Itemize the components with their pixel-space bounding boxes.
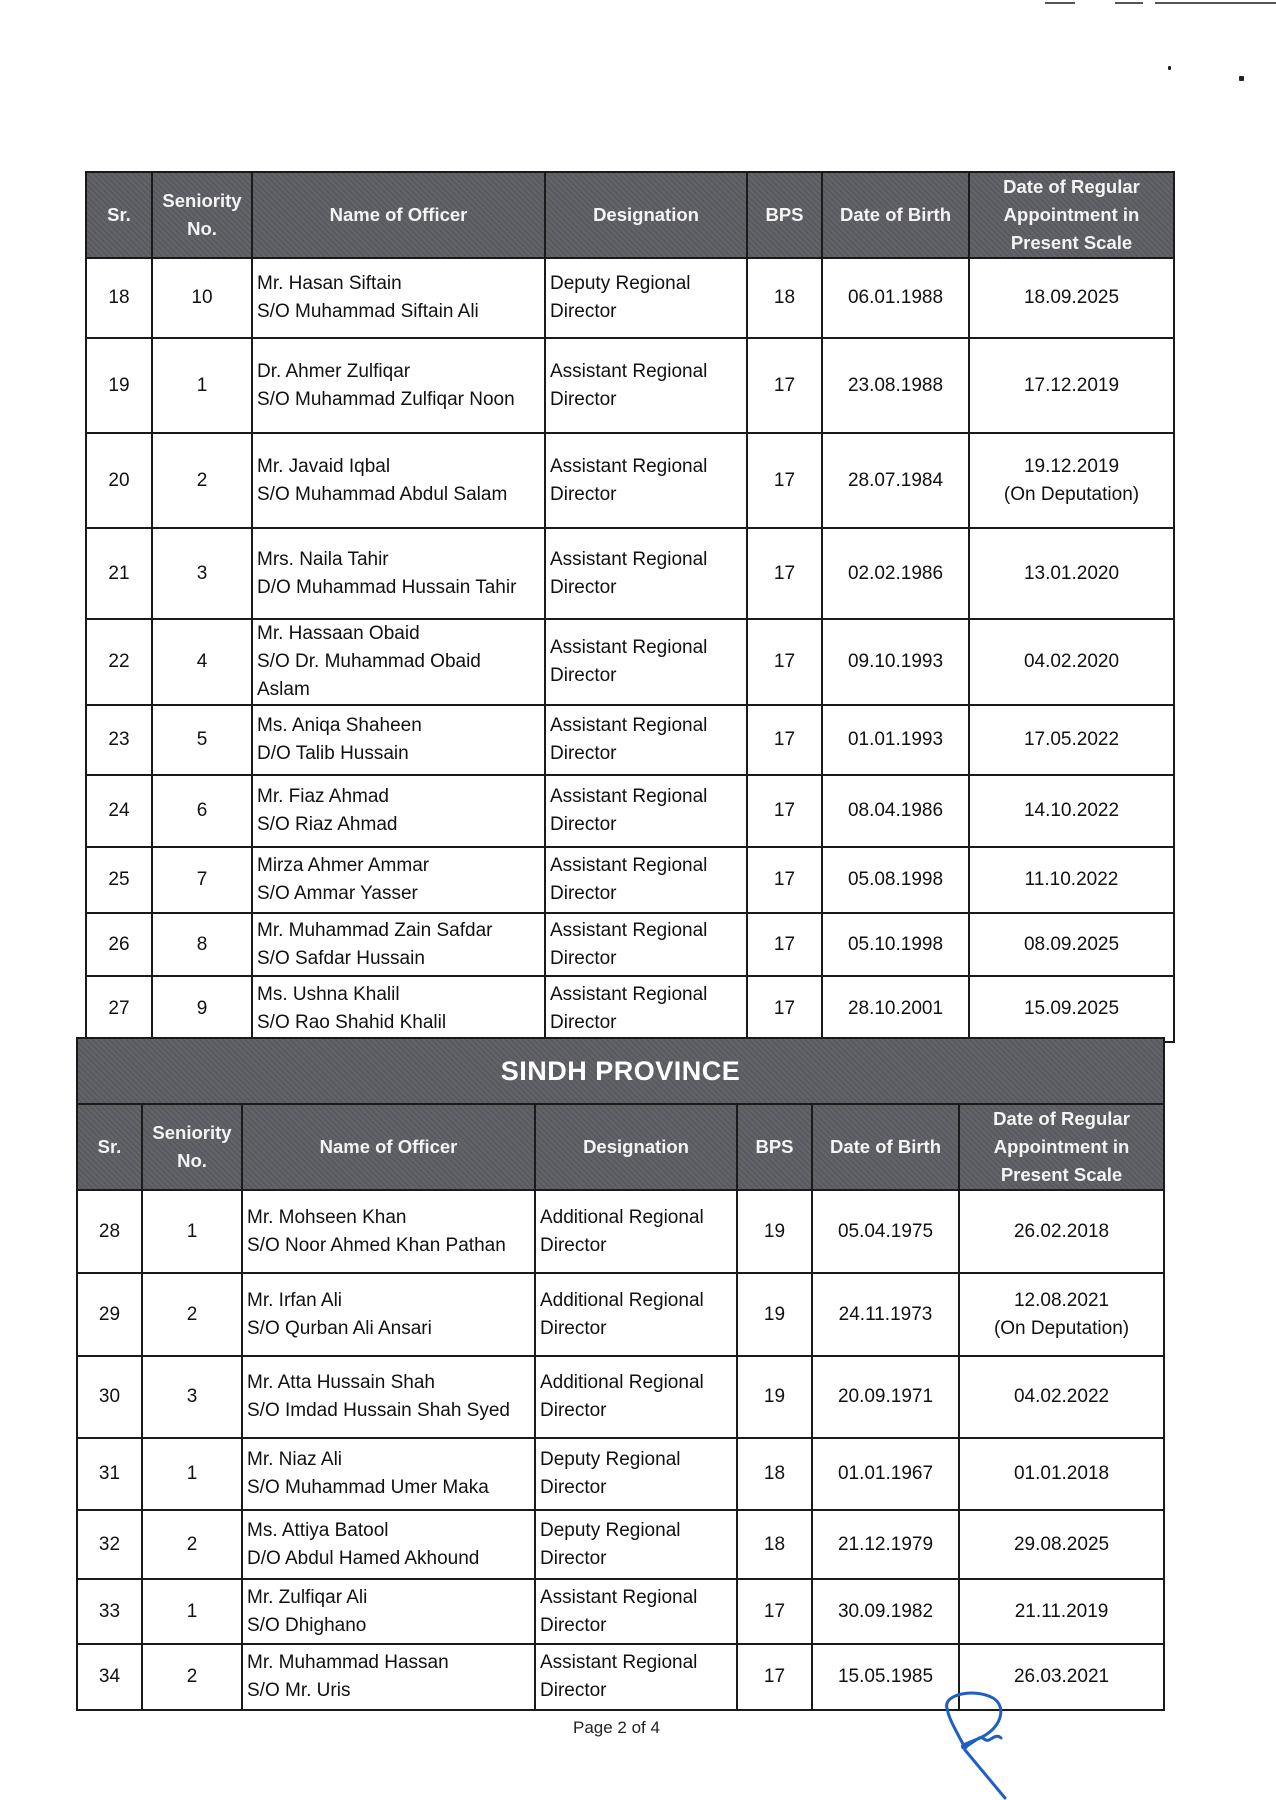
- cell-bps: 17: [747, 913, 822, 976]
- scan-edge-mark: [1115, 2, 1143, 4]
- cell-officer-name-line: Dr. Ahmer Zulfiqar: [257, 360, 411, 382]
- cell-seniority: 8: [152, 913, 252, 976]
- cell-officer-name: [242, 1579, 535, 1644]
- cell-bps: 19: [737, 1356, 812, 1438]
- cell-officer-name: [252, 433, 545, 528]
- table-row: [77, 1273, 1164, 1356]
- cell-designation: [545, 433, 747, 528]
- cell-officer-name-line: S/O Muhammad Umer Maka: [247, 1477, 489, 1498]
- cell-designation-line: Additional Regional: [540, 1372, 704, 1393]
- section-banner: [77, 1038, 1164, 1104]
- cell-designation-line: Director: [540, 1234, 607, 1256]
- cell-bps: 19: [737, 1190, 812, 1273]
- cell-designation-line: Director: [550, 576, 617, 598]
- cell-sr: 29: [77, 1273, 142, 1356]
- cell-officer-name-line: S/O Mr. Uris: [247, 1680, 351, 1701]
- cell-appointment-date-line: 13.01.2020: [1023, 562, 1120, 584]
- cell-appointment-date: [969, 338, 1174, 433]
- cell-date-of-birth: 20.09.1971: [812, 1356, 959, 1438]
- cell-designation-line: Director: [550, 814, 617, 835]
- cell-sr: 28: [77, 1190, 142, 1273]
- col-header-designation: Designation: [535, 1104, 737, 1190]
- table-body: [86, 258, 1174, 1042]
- cell-sr: 26: [86, 913, 152, 976]
- table-body: [77, 1190, 1164, 1710]
- cell-appointment-date: [969, 976, 1174, 1042]
- cell-officer-name-line: Mr. Hasan Siftain: [257, 273, 402, 294]
- cell-date-of-birth: 08.04.1986: [822, 775, 969, 847]
- cell-officer-name: [242, 1644, 535, 1710]
- cell-designation: [535, 1510, 737, 1579]
- cell-officer-name-line: Ms. Ushna Khalil: [257, 984, 400, 1005]
- cell-designation-line: Assistant Regional: [550, 715, 708, 736]
- cell-appointment-date: [959, 1190, 1164, 1273]
- cell-seniority: 7: [152, 847, 252, 913]
- cell-seniority: 5: [152, 705, 252, 775]
- cell-seniority: 6: [152, 775, 252, 847]
- cell-appointment-date: [969, 705, 1174, 775]
- table-row: [77, 1356, 1164, 1438]
- signature-icon: [935, 1690, 1035, 1800]
- cell-designation-line: Director: [540, 1547, 607, 1569]
- cell-officer-name-line: Mr. Hassaan Obaid: [257, 623, 420, 644]
- cell-designation-line: Director: [540, 1400, 607, 1421]
- cell-designation-line: Director: [550, 301, 617, 322]
- col-header-seniority: Seniority No.: [142, 1104, 242, 1190]
- cell-officer-name-line: Mrs. Naila Tahir: [257, 548, 389, 570]
- cell-designation-line: Director: [550, 665, 617, 686]
- cell-designation: [545, 775, 747, 847]
- cell-designation-line: Assistant Regional: [550, 786, 708, 807]
- cell-appointment-date: [959, 1356, 1164, 1438]
- col-header-seniority: Seniority No.: [152, 172, 252, 258]
- cell-designation-line: Director: [540, 1614, 607, 1636]
- cell-officer-name: [252, 338, 545, 433]
- cell-officer-name-line: S/O Ammar Yasser: [257, 883, 418, 904]
- cell-appointment-date-line: (On Deputation): [1003, 483, 1140, 505]
- cell-seniority: 1: [142, 1438, 242, 1510]
- cell-seniority: 9: [152, 976, 252, 1042]
- cell-designation-line: Deputy Regional: [540, 1519, 681, 1541]
- col-header-bps: BPS: [747, 172, 822, 258]
- cell-designation-line: Director: [550, 743, 617, 764]
- col-header-sr: Sr.: [77, 1104, 142, 1190]
- cell-seniority: 2: [142, 1273, 242, 1356]
- cell-officer-name-line: S/O Muhammad Abdul Salam: [257, 483, 508, 505]
- table-row: [86, 847, 1174, 913]
- cell-date-of-birth: 01.01.1967: [812, 1438, 959, 1510]
- table-row: [86, 976, 1174, 1042]
- cell-seniority: 2: [142, 1510, 242, 1579]
- cell-date-of-birth: 30.09.1982: [812, 1579, 959, 1644]
- cell-seniority: 3: [142, 1356, 242, 1438]
- cell-date-of-birth: 05.10.1998: [822, 913, 969, 976]
- cell-officer-name-line: S/O Noor Ahmed Khan Pathan: [247, 1234, 506, 1256]
- table-row: [86, 913, 1174, 976]
- scan-speck: [1239, 76, 1244, 81]
- cell-officer-name-line: S/O Riaz Ahmad: [257, 814, 398, 835]
- cell-officer-name: [252, 528, 545, 619]
- cell-officer-name: [252, 976, 545, 1042]
- cell-sr: 30: [77, 1356, 142, 1438]
- table-row: [86, 528, 1174, 619]
- cell-officer-name-line: S/O Muhammad Siftain Ali: [257, 301, 479, 322]
- cell-appointment-date-line: 17.12.2019: [1023, 374, 1120, 396]
- cell-appointment-date: [969, 913, 1174, 976]
- table-row: [86, 705, 1174, 775]
- cell-officer-name-line: Mr. Niaz Ali: [247, 1449, 343, 1470]
- cell-appointment-date-line: 04.02.2020: [1023, 651, 1120, 672]
- cell-appointment-date: [969, 433, 1174, 528]
- cell-designation-line: Assistant Regional: [550, 455, 708, 477]
- cell-appointment-date: [959, 1579, 1164, 1644]
- cell-officer-name-line: Mr. Javaid Iqbal: [257, 455, 391, 477]
- cell-bps: 17: [747, 976, 822, 1042]
- cell-officer-name-line: Ms. Attiya Batool: [247, 1519, 389, 1541]
- cell-date-of-birth: 05.04.1975: [812, 1190, 959, 1273]
- col-header-name: Name of Officer: [242, 1104, 535, 1190]
- cell-appointment-date-line: 18.09.2025: [1023, 287, 1120, 308]
- col-header-dob: Date of Birth: [812, 1104, 959, 1190]
- cell-sr: 23: [86, 705, 152, 775]
- cell-appointment-date-line: 29.08.2025: [1013, 1533, 1110, 1555]
- page-number: Page 2 of 4: [573, 1718, 660, 1737]
- col-header-dob: Date of Birth: [822, 172, 969, 258]
- cell-officer-name: [252, 775, 545, 847]
- cell-designation: [545, 913, 747, 976]
- cell-sr: 22: [86, 619, 152, 705]
- cell-officer-name: [242, 1510, 535, 1579]
- cell-seniority: 4: [152, 619, 252, 705]
- cell-appointment-date: [969, 775, 1174, 847]
- cell-date-of-birth: 15.05.1985: [812, 1644, 959, 1710]
- cell-appointment-date: [969, 847, 1174, 913]
- cell-date-of-birth: 01.01.1993: [822, 705, 969, 775]
- cell-officer-name: [242, 1356, 535, 1438]
- cell-designation-line: Assistant Regional: [550, 855, 708, 876]
- cell-officer-name-line: S/O Qurban Ali Ansari: [247, 1317, 432, 1339]
- cell-seniority: 1: [142, 1579, 242, 1644]
- cell-seniority: 10: [152, 258, 252, 338]
- cell-appointment-date-line: 08.09.2025: [1023, 933, 1120, 955]
- cell-designation: [535, 1190, 737, 1273]
- cell-designation-line: Director: [550, 947, 617, 969]
- col-header-designation: Designation: [545, 172, 747, 258]
- cell-officer-name: [252, 913, 545, 976]
- cell-appointment-date: [959, 1438, 1164, 1510]
- cell-sr: 27: [86, 976, 152, 1042]
- cell-officer-name-line: S/O Imdad Hussain Shah Syed: [247, 1400, 510, 1421]
- seniority-table-section-1: [85, 171, 1175, 1043]
- cell-officer-name-line: S/O Dr. Muhammad Obaid: [257, 651, 481, 672]
- cell-appointment-date: [969, 619, 1174, 705]
- cell-appointment-date-line: 14.10.2022: [1023, 800, 1120, 821]
- cell-officer-name-line: D/O Muhammad Hussain Tahir: [257, 576, 517, 598]
- cell-designation-line: Director: [540, 1317, 607, 1339]
- cell-designation: [535, 1356, 737, 1438]
- scan-speck: [1168, 66, 1171, 70]
- cell-designation-line: Director: [550, 483, 617, 505]
- cell-appointment-date-line: 11.10.2022: [1024, 869, 1119, 890]
- cell-bps: 17: [747, 528, 822, 619]
- cell-designation-line: Assistant Regional: [550, 984, 708, 1005]
- cell-sr: 18: [86, 258, 152, 338]
- cell-bps: 17: [747, 338, 822, 433]
- seniority-table-sindh: [76, 1037, 1165, 1711]
- cell-bps: 18: [737, 1438, 812, 1510]
- cell-designation-line: Director: [550, 883, 617, 904]
- cell-bps: 17: [747, 433, 822, 528]
- cell-appointment-date: [959, 1510, 1164, 1579]
- cell-designation: [545, 528, 747, 619]
- cell-officer-name: [242, 1190, 535, 1273]
- cell-designation-line: Additional Regional: [540, 1206, 704, 1228]
- table-header-row: [86, 172, 1174, 258]
- cell-appointment-date: [969, 528, 1174, 619]
- cell-officer-name-line: Mr. Mohseen Khan: [247, 1206, 407, 1228]
- cell-designation: [535, 1644, 737, 1710]
- cell-sr: 33: [77, 1579, 142, 1644]
- cell-officer-name: [252, 847, 545, 913]
- cell-appointment-date: [969, 258, 1174, 338]
- cell-designation: [545, 619, 747, 705]
- cell-date-of-birth: 05.08.1998: [822, 847, 969, 913]
- cell-designation-line: Director: [550, 388, 617, 410]
- cell-designation-line: Additional Regional: [540, 1289, 704, 1311]
- cell-date-of-birth: 02.02.1986: [822, 528, 969, 619]
- section-title: SINDH PROVINCE: [77, 1038, 1164, 1104]
- cell-designation: [545, 976, 747, 1042]
- cell-sr: 31: [77, 1438, 142, 1510]
- cell-bps: 17: [747, 705, 822, 775]
- table-row: [86, 619, 1174, 705]
- cell-officer-name-line: Mirza Ahmer Ammar: [257, 855, 430, 876]
- cell-appointment-date-line: 26.03.2021: [1013, 1666, 1110, 1687]
- col-header-bps: BPS: [737, 1104, 812, 1190]
- cell-date-of-birth: 28.10.2001: [822, 976, 969, 1042]
- cell-officer-name-line: S/O Dhighano: [247, 1614, 367, 1636]
- cell-officer-name-line: S/O Muhammad Zulfiqar Noon: [257, 388, 515, 410]
- cell-officer-name: [252, 258, 545, 338]
- cell-appointment-date-line: (On Deputation): [993, 1317, 1130, 1339]
- col-header-name: Name of Officer: [252, 172, 545, 258]
- cell-date-of-birth: 06.01.1988: [822, 258, 969, 338]
- cell-appointment-date-line: 04.02.2022: [1013, 1386, 1110, 1407]
- cell-appointment-date-line: 17.05.2022: [1023, 729, 1120, 750]
- cell-designation-line: Assistant Regional: [550, 637, 708, 658]
- cell-bps: 17: [737, 1579, 812, 1644]
- cell-sr: 25: [86, 847, 152, 913]
- cell-officer-name: [252, 705, 545, 775]
- cell-officer-name-line: Aslam: [257, 679, 310, 700]
- cell-designation-line: Director: [550, 1012, 617, 1033]
- cell-designation-line: Assistant Regional: [550, 360, 708, 382]
- table-row: [77, 1438, 1164, 1510]
- cell-designation: [545, 705, 747, 775]
- cell-designation-line: Assistant Regional: [550, 548, 708, 570]
- cell-bps: 18: [747, 258, 822, 338]
- cell-officer-name-line: Mr. Muhammad Hassan: [247, 1652, 449, 1673]
- cell-designation: [535, 1579, 737, 1644]
- cell-designation: [535, 1438, 737, 1510]
- cell-sr: 34: [77, 1644, 142, 1710]
- cell-officer-name: [252, 619, 545, 705]
- cell-sr: 21: [86, 528, 152, 619]
- cell-officer-name-line: Ms. Aniqa Shaheen: [257, 715, 422, 736]
- cell-appointment-date: [959, 1273, 1164, 1356]
- cell-sr: 32: [77, 1510, 142, 1579]
- cell-designation-line: Assistant Regional: [540, 1586, 698, 1608]
- cell-officer-name-line: Mr. Fiaz Ahmad: [257, 786, 389, 807]
- cell-designation-line: Deputy Regional: [540, 1449, 681, 1470]
- cell-bps: 17: [747, 847, 822, 913]
- table-row: [86, 258, 1174, 338]
- cell-bps: 17: [747, 775, 822, 847]
- cell-bps: 17: [747, 619, 822, 705]
- cell-appointment-date-line: 01.01.2018: [1013, 1463, 1110, 1484]
- cell-appointment-date-line: 26.02.2018: [1013, 1220, 1110, 1242]
- cell-seniority: 2: [152, 433, 252, 528]
- cell-sr: 20: [86, 433, 152, 528]
- cell-date-of-birth: 21.12.1979: [812, 1510, 959, 1579]
- cell-sr: 19: [86, 338, 152, 433]
- cell-officer-name-line: S/O Safdar Hussain: [257, 947, 425, 969]
- cell-date-of-birth: 09.10.1993: [822, 619, 969, 705]
- table-header-row: [77, 1104, 1164, 1190]
- cell-officer-name-line: D/O Talib Hussain: [257, 743, 409, 764]
- cell-bps: 19: [737, 1273, 812, 1356]
- cell-officer-name-line: Mr. Irfan Ali: [247, 1289, 343, 1311]
- cell-appointment-date-line: 12.08.2021: [1013, 1289, 1110, 1311]
- table-row: [86, 775, 1174, 847]
- table-row: [77, 1579, 1164, 1644]
- cell-seniority: 1: [152, 338, 252, 433]
- cell-date-of-birth: 28.07.1984: [822, 433, 969, 528]
- cell-designation-line: Director: [540, 1477, 607, 1498]
- cell-appointment-date-line: 15.09.2025: [1023, 998, 1120, 1019]
- cell-sr: 24: [86, 775, 152, 847]
- table-row: [77, 1510, 1164, 1579]
- cell-seniority: 2: [142, 1644, 242, 1710]
- table-row: [77, 1190, 1164, 1273]
- cell-officer-name-line: S/O Rao Shahid Khalil: [257, 1012, 447, 1033]
- scan-edge-mark: [1155, 2, 1276, 4]
- cell-designation-line: Assistant Regional: [540, 1652, 698, 1673]
- cell-bps: 18: [737, 1510, 812, 1579]
- cell-designation: [545, 338, 747, 433]
- cell-officer-name: [242, 1273, 535, 1356]
- cell-officer-name-line: Mr. Zulfiqar Ali: [247, 1586, 368, 1608]
- cell-bps: 17: [737, 1644, 812, 1710]
- scan-edge-mark: [1045, 2, 1075, 4]
- cell-appointment-date-line: 21.11.2019: [1014, 1600, 1109, 1622]
- table-row: [86, 338, 1174, 433]
- cell-seniority: 1: [142, 1190, 242, 1273]
- cell-date-of-birth: 23.08.1988: [822, 338, 969, 433]
- cell-designation-line: Deputy Regional: [550, 273, 691, 294]
- cell-designation: [545, 847, 747, 913]
- cell-appointment-date-line: 19.12.2019: [1023, 455, 1120, 477]
- cell-officer-name-line: Mr. Muhammad Zain Safdar: [257, 919, 493, 941]
- col-header-sr: Sr.: [86, 172, 152, 258]
- cell-designation-line: Assistant Regional: [550, 919, 708, 941]
- col-header-appointment: Date of Regular Appointment in Present Scale: [959, 1104, 1164, 1190]
- table-row: [86, 433, 1174, 528]
- cell-designation: [545, 258, 747, 338]
- cell-officer-name-line: Mr. Atta Hussain Shah: [247, 1372, 435, 1393]
- cell-officer-name: [242, 1438, 535, 1510]
- cell-designation-line: Director: [540, 1680, 607, 1701]
- cell-seniority: 3: [152, 528, 252, 619]
- col-header-appointment: Date of Regular Appointment in Present Scale: [969, 172, 1174, 258]
- cell-date-of-birth: 24.11.1973: [812, 1273, 959, 1356]
- cell-officer-name-line: D/O Abdul Hamed Akhound: [247, 1547, 480, 1569]
- cell-designation: [535, 1273, 737, 1356]
